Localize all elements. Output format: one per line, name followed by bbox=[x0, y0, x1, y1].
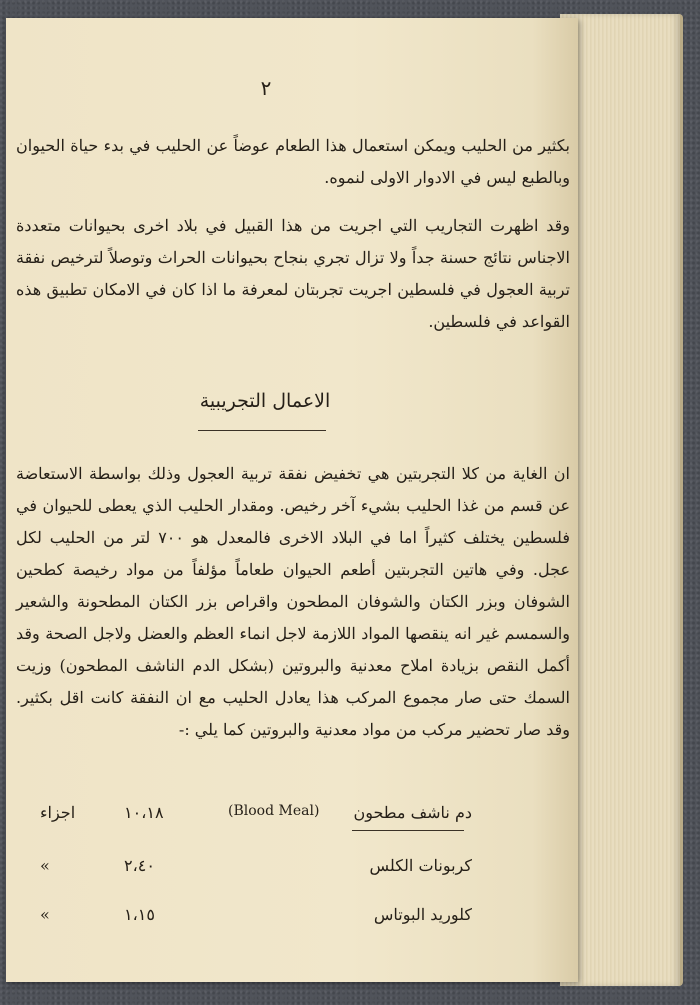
paragraph-experimental-work: ان الغاية من كلا التجربتين هي تخفيض نفقة تربية العجول وذلك بواسطة الاستعاضة عن قسم من غذا الحليب بشيء آخر رخيص. ومقدار الحليب الذي يعطى للحيوان في فلسطين يختلف كثيراً اما في البلاد الاخرى فالمعدل هو ٧٠٠ لتر من الحليب لكل عجل. وفي هاتين التجربتين أطعم الحيوان طعاماً مؤلفاً من مواد رخيصة كطحين الشوفان وبزر الكتان والشوفان المطحون واقراص بزر الكتان المطحونة والشعير والسمسم غير انه ينقصها المواد اللازمة لاجل انماء العظم والعضل ولاجل الصحة وقد أكمل النقص بزيادة املاح معدنية والبروتين (بشكل الدم الناشف المطحون) وزيت السمك حتى صار مجموع المركب هذا يعادل الحليب مع ان النفقة كانت اقل بكثير. وقد صار تحضير مركب من مواد معدنية والبروتين كما يلي :- bbox=[16, 464, 571, 739]
ingredient-name: كلوريد البوتاس bbox=[373, 905, 472, 924]
ingredient-row bbox=[6, 856, 578, 888]
ingredient-row bbox=[6, 803, 578, 835]
ingredient-unit: » bbox=[40, 905, 50, 924]
ingredient-underline bbox=[352, 830, 464, 831]
ingredient-unit: اجزاء bbox=[40, 803, 76, 822]
paragraph-experiments-abroad: وقد اظهرت التجاريب التي اجريت من هذا القبيل في بلاد اخرى بحيوانات متعددة الاجناس نتائج حسنة جداً ولا تزال تجري بنجاح بحيوانات الحراث وتوصلاً لترخيص نفقة تربية العجول في فلسطين اجريت تجربتان لمعرفة ما اذا كان في الامكان تطبيق هذه القواعد في فلسطين. bbox=[16, 216, 570, 331]
heading-underline bbox=[198, 430, 326, 431]
ingredient-quantity: ٢،٤٠ bbox=[124, 856, 155, 875]
ingredient-quantity: ١٠،١٨ bbox=[124, 803, 164, 822]
page-number: ٢ bbox=[260, 76, 272, 100]
ingredient-row bbox=[6, 905, 578, 937]
ingredient-quantity: ١،١٥ bbox=[124, 905, 155, 924]
book-page bbox=[6, 18, 578, 982]
page-edges bbox=[560, 14, 683, 986]
ingredient-latin-name: (Blood Meal) bbox=[228, 803, 320, 819]
ingredient-name: كربونات الكلس bbox=[369, 856, 472, 875]
ingredient-unit: » bbox=[40, 856, 50, 875]
paragraph-continuation: بكثير من الحليب ويمكن استعمال هذا الطعام عوضاً عن الحليب في بدء حياة الحيوان وبالطبع ليس في الادوار الاولى لنموه. bbox=[16, 136, 570, 187]
ingredient-name: دم ناشف مطحون bbox=[353, 803, 472, 822]
section-heading: الاعمال التجريبية bbox=[199, 390, 331, 412]
